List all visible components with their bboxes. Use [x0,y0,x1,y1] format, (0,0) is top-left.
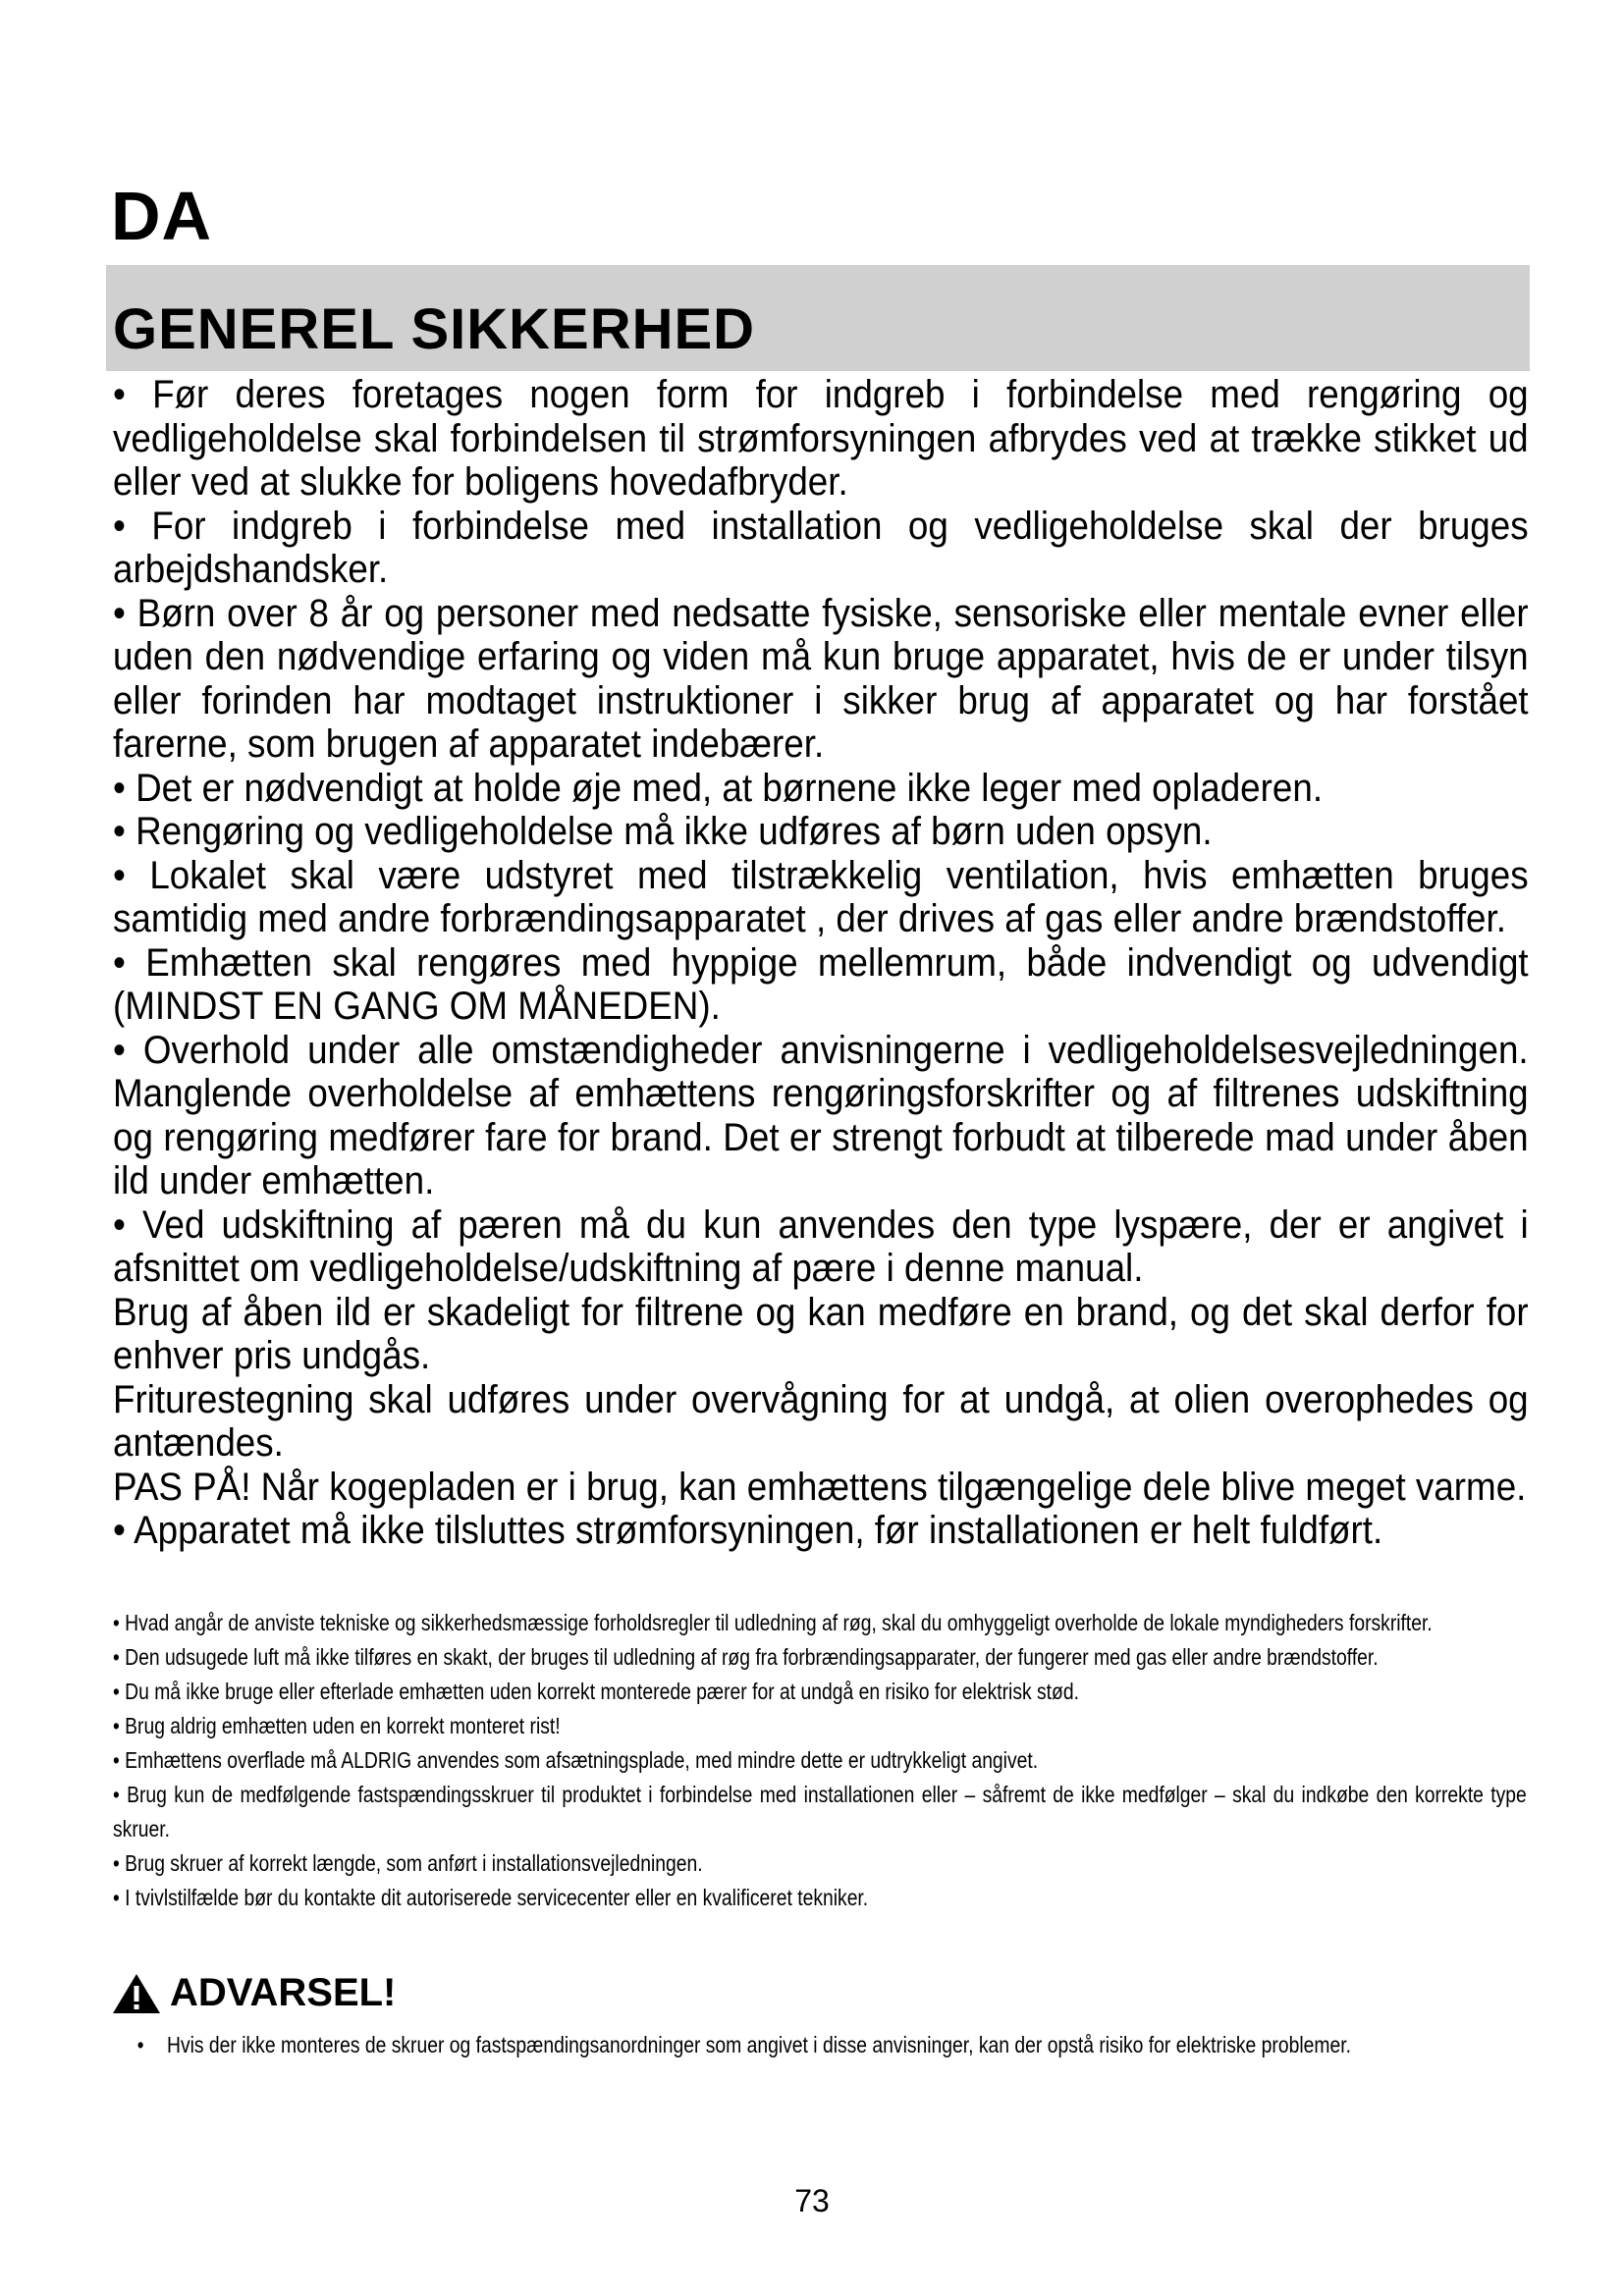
warning-list [136,2028,1520,2062]
paragraph: • Før deres foretages nogen form for indgreb i forbindelse med rengøring og vedligeholdelse skal forbindelsen til strømforsyningen afbrydes ved at trække stikket ud eller ved at slukke for boligens hovedafbryder. [113,373,1529,504]
paragraph-small: • Hvad angår de anviste tekniske og sikkerhedsmæssige forholdsregler til udledning af røg, skal du omhyggeligt overholde de lokale myndigheders forskrifter. [113,1610,1433,1635]
safety-instructions-detail [113,1606,1527,1915]
warning-triangle-icon [111,1972,162,2015]
paragraph: • Emhætten skal rengøres med hyppige mellemrum, både indvendigt og udvendigt (MINDST EN GANG OM MÅNEDEN). [113,940,1529,1028]
paragraph: Friturestegning skal udføres under overvågning for at undgå, at olien overophedes og antændes. [113,1377,1529,1465]
paragraph: PAS PÅ! Når kogepladen er i brug, kan emhættens tilgængelige dele blive meget varme. [113,1465,1527,1509]
paragraph-small: • Emhættens overflade må ALDRIG anvendes som afsætningsplade, med mindre dette er udtrykkeligt angivet. [113,1747,1039,1773]
warning-heading [111,1971,396,2015]
paragraph-small: • I tvivlstilfælde bør du kontakte dit autoriserede servicecenter eller en kvalificeret tekniker. [113,1885,869,1910]
paragraph-small: • Den udsugede luft må ikke tilføres en skakt, der bruges til udledning af røg fra forbrændingsapparater, der fungerer med gas eller andre brændstoffer. [113,1644,1379,1670]
paragraph: • Ved udskiftning af pæren må du kun anvendes den type lyspære, der er angivet i afsnittet om vedligeholdelse/udskiftning af pære i denne manual. [113,1202,1529,1290]
bullet: • [136,2032,144,2057]
paragraph: • Overhold under alle omstændigheder anvisningerne i vedligeholdelsesvejledningen. Manglende overholdelse af emhættens rengøringsforskrifter og af filtrenes udskiftning og rengøring medfører fare for brand. Det er strengt forbudt at tilberede mad under åben ild under emhætten. [113,1028,1529,1202]
paragraph-small: • Du må ikke bruge eller efterlade emhætten uden korrekt monterede pærer for at undgå en risiko for elektrisk stød. [113,1679,1079,1704]
section-title: GENEREL SIKKERHED [113,297,756,361]
language-code: DA [111,178,213,254]
paragraph: Brug af åben ild er skadeligt for filtrene og kan medføre en brand, og det skal derfor for enhver pris undgås. [113,1290,1529,1377]
paragraph: • Rengøring og vedligeholdelse må ikke udføres af børn uden opsyn. [113,810,1213,853]
paragraph: • Apparatet må ikke tilsluttes strømforsyningen, før installationen er helt fuldført. [113,1509,1383,1552]
paragraph: • Lokalet skal være udstyret med tilstrækkelig ventilation, hvis emhætten bruges samtidig med andre forbrændingsapparatet , der drives af gas eller andre brændstoffer. [113,853,1529,940]
warning-text: Hvis der ikke monteres de skruer og fastspændingsanordninger som angivet i disse anvisninger, kan der opstå risiko for elektriske problemer. [167,2032,1351,2057]
paragraph: • For indgreb i forbindelse med installation og vedligeholdelse skal der bruges arbejdshandsker. [113,504,1529,591]
paragraph-small: • Brug aldrig emhætten uden en korrekt monteret rist! [113,1713,561,1738]
paragraph: • Børn over 8 år og personer med nedsatte fysiske, sensoriske eller mentale evner eller uden den nødvendige erfaring og viden må kun bruge apparatet, hvis de er under tilsyn eller forinden har modtaget instruktioner i sikker brug af apparatet og har forstået farerne, som brugen af apparatet indebærer. [113,591,1529,766]
safety-instructions-main [113,373,1529,1553]
paragraph-small: • Brug skruer af korrekt længde, som anført i installationsvejledningen. [113,1850,703,1876]
warning-heading-label: ADVARSEL! [170,1971,397,2014]
paragraph: • Det er nødvendigt at holde øje med, at børnene ikke leger med opladeren. [113,766,1324,810]
paragraph-small: • Brug kun de medfølgende fastspændingsskruer til produktet i forbindelse med installationen eller – såfremt de ikke medfølger – skal du indkøbe den korrekte type skruer. [113,1782,1527,1842]
page-number: 73 [794,2183,830,2218]
